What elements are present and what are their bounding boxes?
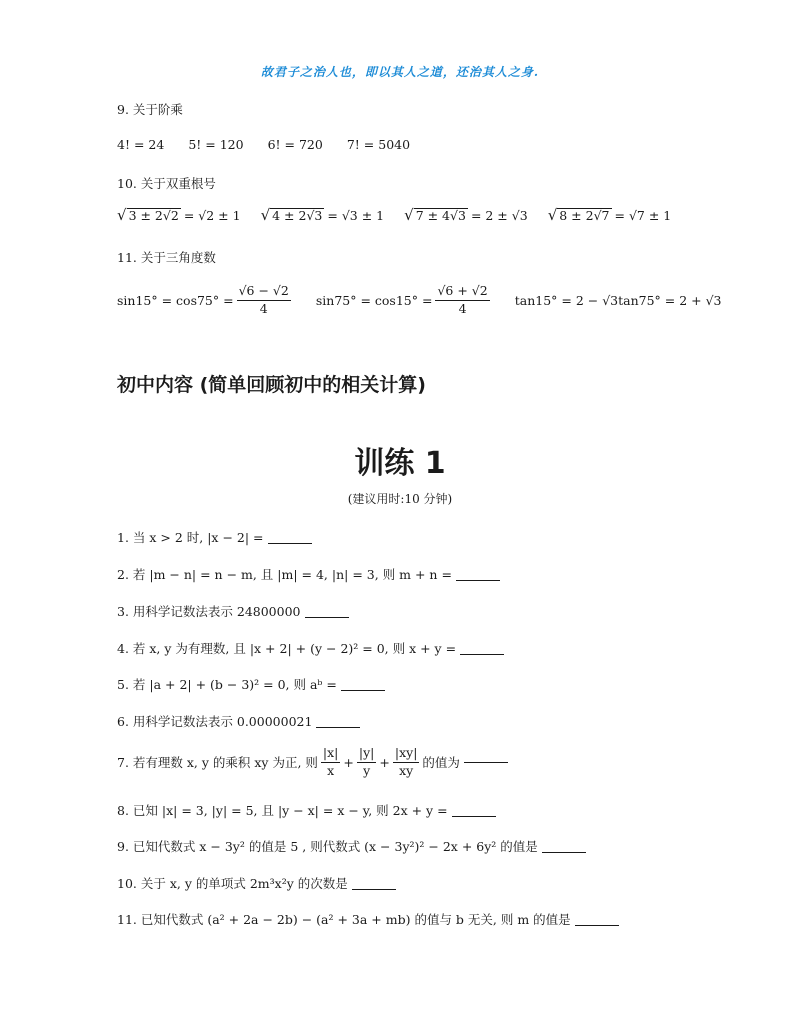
section-double-radical-title: 10. 关于双重根号 [117,176,216,191]
training-subtitle: (建议用时:10 分钟) [347,492,453,506]
fraction: $\frac{|xy|}{xy}$ [394,745,418,778]
section-factorial-title: 9. 关于阶乘 [117,102,183,117]
radical-expression: √ 7 ± 4√3 [404,206,466,225]
question-4: 4. 若 x, y 为有理数, 且 |x + 2| + (y − 2)² = 0, 则 x + y = [117,639,504,657]
answer-blank [452,815,496,817]
fraction: $\frac{|x|}{x}$ [322,745,339,778]
factorial-item: 6! = 720 [267,137,323,152]
question-6: 6. 用科学记数法表示 0.00000021 [117,712,360,730]
radical-expression: √ 4 ± 2√3 [260,206,323,225]
double-radical-formulas: √ 3 ± 2√2 = √2 ± 1 √ 4 ± 2√3 = √3 ± 1 √ 7 ± 4√3 = 2 ± √3 √ 8 ± 2√7 = √7 ± 1 [117,206,672,225]
answer-blank [316,726,360,728]
answer-blank [542,851,586,853]
factorial-formulas [117,137,410,152]
answer-blank [341,689,385,691]
question-7: 7. 若有理数 x, y 的乘积 xy 为正, 则 $\frac{|x|}{x}$ + $\frac{|y|}{y}$ + $\frac{|xy|}{xy}$ 的值为 [117,745,508,780]
question-1: 1. 当 x > 2 时, |x − 2| = [117,528,312,546]
factorial-item: 5! = 120 [188,137,244,152]
fraction: $\frac{|y|}{y}$ [358,745,375,778]
answer-blank [575,924,619,926]
factorial-item: 4! = 24 [117,137,165,152]
question-5: 5. 若 |a + 2| + (b − 3)² = 0, 则 aᵇ = [117,675,385,693]
fraction: $\frac{√6 - √2}{4}$ [238,283,289,316]
answer-blank [352,888,396,890]
answer-blank [464,761,508,763]
question-9: 9. 已知代数式 x − 3y² 的值是 5 , 则代数式 (x − 3y²)² − 2x + 6y² 的值是 [117,837,586,855]
training-title: 训练 1 [354,446,446,481]
section-trig-title: 11. 关于三角度数 [117,250,216,265]
question-11: 11. 已知代数式 (a² + 2a − 2b) − (a² + 3a + mb) 的值与 b 无关, 则 m 的值是 [117,910,619,928]
fraction: $\frac{√6 + √2}{4}$ [437,283,488,316]
trig-formulas: sin15° = cos75° = $\frac{√6 - √2}{4}$ sin75° = cos15° = $\frac{√6 + √2}{4}$ tan15° = 2 − √3tan75° = 2 + √3 [117,283,722,316]
question-10: 10. 关于 x, y 的单项式 2m³x²y 的次数是 [117,874,396,892]
answer-blank [305,616,349,618]
radical-expression: √ 8 ± 2√7 [547,206,610,225]
answer-blank [268,542,312,544]
answer-blank [460,653,504,655]
question-3: 3. 用科学记数法表示 24800000 [117,602,349,620]
factorial-item: 7! = 5040 [346,137,411,152]
section-heading: 初中内容 (简单回顾初中的相关计算) [117,374,426,396]
question-8: 8. 已知 |x| = 3, |y| = 5, 且 |y − x| = x − y, 则 2x + y = [117,801,496,819]
answer-blank [456,579,500,581]
header-motto: 故君子之治人也，即以其人之道，还治其人之身. [260,65,540,79]
radical-expression: √ 3 ± 2√2 [117,206,179,225]
question-2: 2. 若 |m − n| = n − m, 且 |m| = 4, |n| = 3, 则 m + n = [117,565,500,583]
